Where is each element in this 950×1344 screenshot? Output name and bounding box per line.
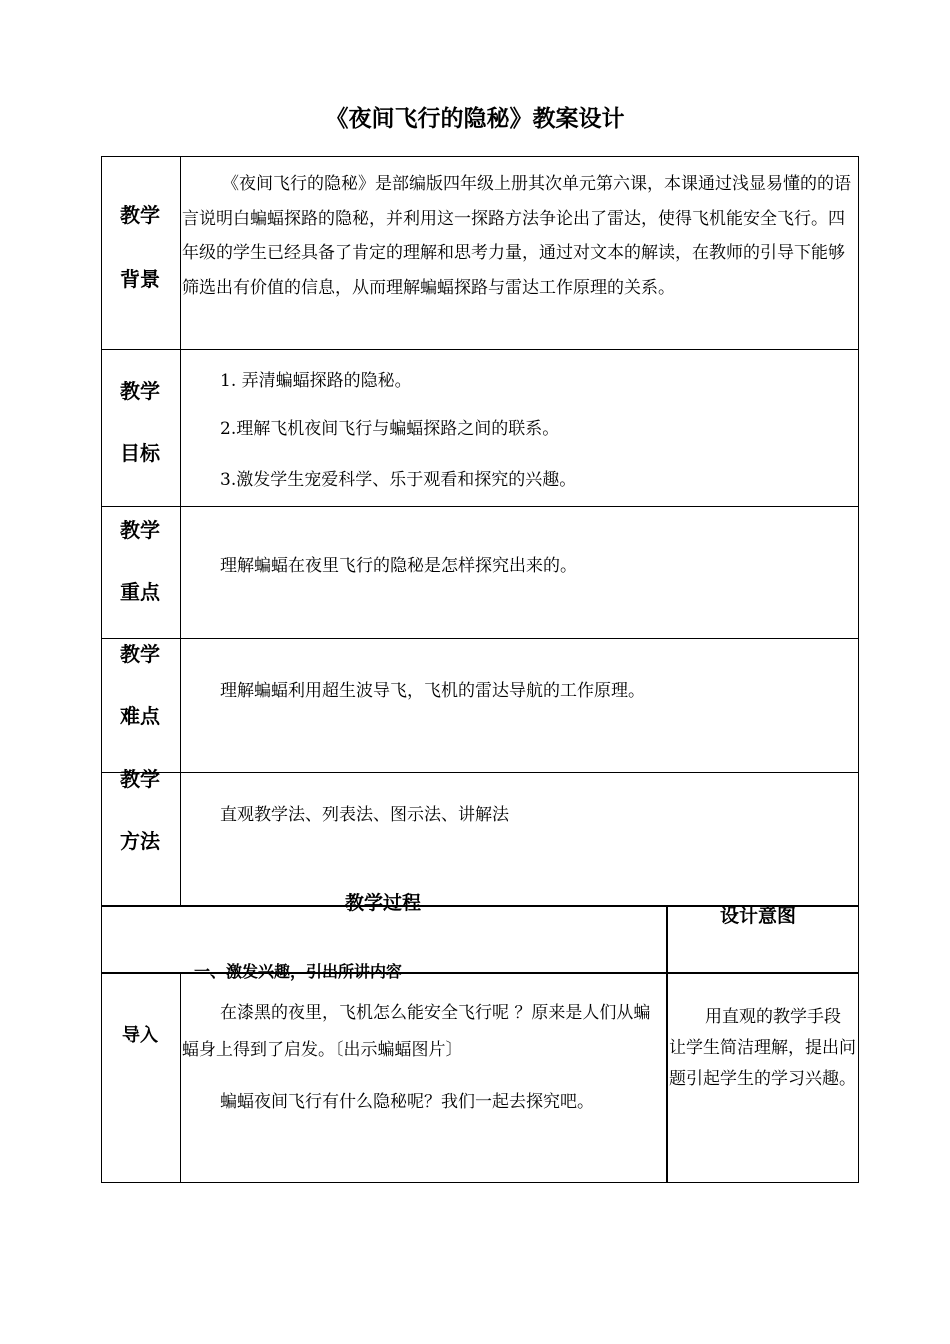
intro-paragraph-1: 在漆黑的夜里，飞机怎么能安全飞行呢 ？原来是人们从蝙蝠身上得到了启发。〔出示蝙蝠图片〕 <box>182 1003 651 1060</box>
section-title: 一、激发兴趣，引出所讲内容 <box>194 962 403 981</box>
label-background-line1: 教学 <box>120 203 160 227</box>
methods-text: 直观教学法、列表法、图示法、讲解法 <box>220 805 509 825</box>
label-difficulties-line2: 难点 <box>120 704 160 728</box>
label-intro: 导入 <box>122 1025 158 1046</box>
goal-item: 1. 弄清蝙蝠探路的隐秘。 <box>220 371 412 391</box>
intent-header: 设计意图 <box>720 905 797 927</box>
label-methods-line2: 方法 <box>120 829 160 853</box>
label-keypoints-line2: 重点 <box>120 580 160 604</box>
goal-item: 3.激发学生宠爱科学、乐于观看和探究的兴趣。 <box>220 470 577 490</box>
process-header: 教学过程 <box>345 892 422 914</box>
background-text: 《夜间飞行的隐秘》是部编版四年级上册其次单元第六课，本课通过浅显易懂的的语言说明白蝙蝠探路的隐秘，并利用这一探路方法争论出了雷达，使得飞机能安全飞行。四年级的学生已经具备了肯定的理解和思考力量，通过对文本的解读，在教师的引导下能够筛选出有价值的信息，从而理解蝙蝠探路与雷达工作原理的关系。 <box>182 174 851 298</box>
key-points-text: 理解蝙蝠在夜里飞行的隐秘是怎样探究出来的。 <box>220 556 577 576</box>
difficulties-text: 理解蝙蝠利用超生波导飞，飞机的雷达导航的工作原理。 <box>220 681 645 701</box>
intro-paragraph-2: 蝙蝠夜间飞行有什么隐秘呢？我们一起去探究吧。 <box>220 1092 594 1112</box>
page-title: 《夜间飞行的隐秘》教案设计 <box>325 106 625 132</box>
label-goals-line1: 教学 <box>120 379 160 403</box>
intro-intent: 用直观的教学手段让学生简洁理解，提出问题引起学生的学习兴趣。 <box>669 1007 856 1089</box>
label-difficulties-line1: 教学 <box>120 642 160 666</box>
label-keypoints-line1: 教学 <box>120 518 160 542</box>
label-goals-line2: 目标 <box>120 441 160 465</box>
label-methods-line1: 教学 <box>120 767 160 791</box>
label-background-line2: 背景 <box>120 267 160 291</box>
goal-item: 2.理解飞机夜间飞行与蝙蝠探路之间的联系。 <box>220 419 560 439</box>
